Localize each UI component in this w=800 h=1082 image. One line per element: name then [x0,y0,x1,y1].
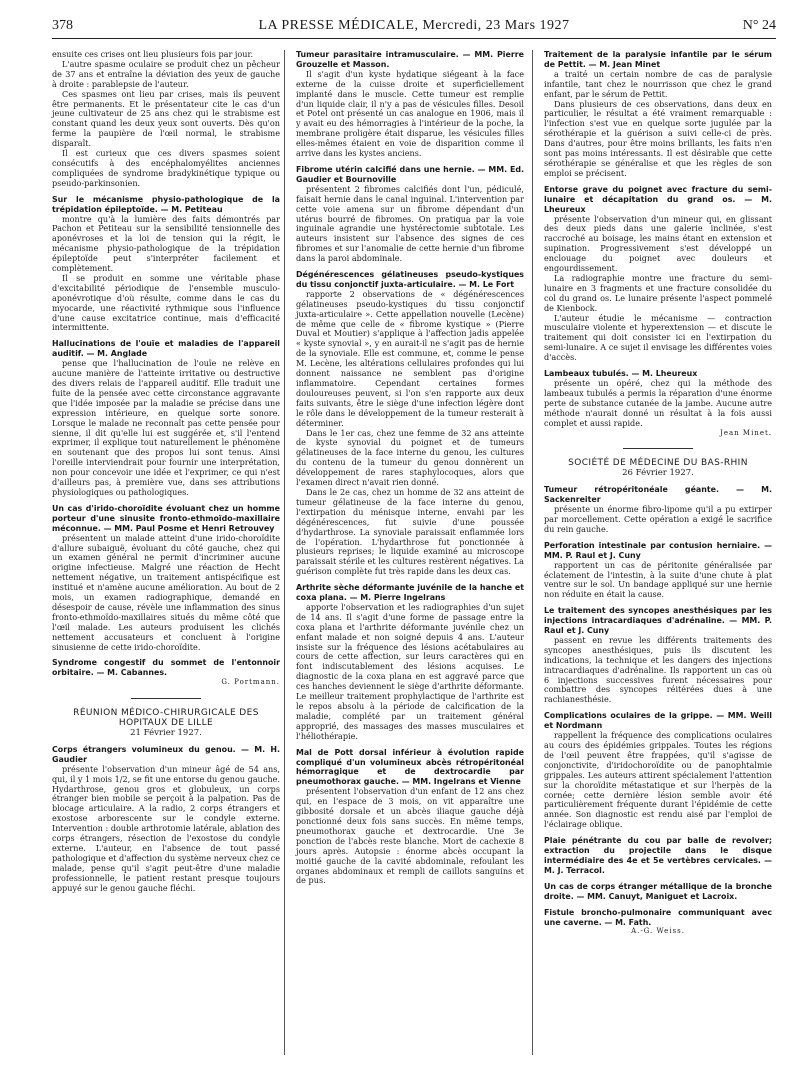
session-date: 26 Février 1927. [622,468,694,479]
article-heading: Le traitement des syncopes anesthésiques par les injections intracardiaques d'adrénaline. — MM. P. Raul et J. Cuny [544,606,772,636]
paragraph: Il s'agit d'un kyste hydatique siégeant à la face externe de la cuisse droite et superficiellement implanté dans le muscle. Cette tumeur est remplie d'un liquide clair, il n'y a pas de vésicules filles. Desoil et Potel ont présenté un cas analogue en 1906, mais il y avait eu des hémorragies à l'intérieur de la poche, la membrane proligère était disparue, les vésicules filles elles-mêmes étaient en voie de disparition comme il arrive dans les kystes anciens. [296,68,524,159]
journal-title: LA PRESSE MÉDICALE, Mercredi, 23 Mars 1927 [258,18,570,33]
article-heading: Traitement de la paralysie infantile par le sérum de Pettit. — M. Jean Minet [544,50,772,69]
paragraph: rapporte 2 observations de « dégénérescences gélatineuses pseudo-kystiques du tissu conjonctif juxta-articulaire ». Cette appellation nouvelle (Lecène) de même que celle de « fibrome kystique » (Pierre Duval et Moutier) s'applique à l'affection jadis appelée « kyste synovial », y en aurait-il ne s'agit pas de hernie de la synoviale. Elle est commune, et, comme le pense M. Lecène, les altérations cellulaires profondes qui lui donnent naissance ne semblent pas d'origine inflammatoire. Cependant certaines formes douloureuses peuvent, si l'on s'en rapporte aux deux faits suivants, être le siège d'une infection légère dont le rôle dans le développement de la tumeur resterait à déterminer. [296,288,524,428]
paragraph: rappellent la fréquence des complications oculaires au cours des épidémies grippales. Toutes les régions de l'œil peuvent être frappées, qu'il s'agisse de conjonctivite, d'iridochoroïdite ou de panophtalmie grippales. Les auteurs attirent spécialement l'attention sur la choroïdite métastatique et sur l'herpès de la cornée; cette dernière lésion semble avoir été particulièrement fréquente durant l'épidémie de cette année. Son diagnostic est rendu aisé par l'emploi de l'éclairage oblique. [544,730,772,830]
article-heading: Tumeur parasitaire intramusculaire. — MM. Pierre Grouzelle et Masson. [296,50,524,69]
paragraph: passent en revue les différents traitements des syncopes anesthésiques, puis ils discutent les indications, la technique et les dangers des injections intracardiaques d'adrénaline. Ils rapportent un cas où 6 injections successives furent nécessaires pour combattre des syncopes réitérées dues à une rachianesthésie. [544,634,772,705]
paragraph: a traité un certain nombre de cas de paralysie infantile, tant chez le nourrisson que chez le grand enfant, par le sérum de Pettit. [544,68,772,99]
paragraph: présentent 2 fibromes calcifiés dont l'un, pédiculé, faisait hernie dans le canal inguinal. L'intervention par cette voie amena sur un fibrome dépendant d'un utérus bourré de fibromes. On pratiqua par la voie inguinale agrandie une hystérectomie subtotale. Les auteurs insistent sur l'absence des signes de ces fibromes et sur l'anomalie de cette hernie d'un fibrome dans la paroi abdominale. [296,183,524,264]
article-heading: Arthrite sèche déformante juvénile de la hanche et coxa plana. — M. Pierre Ingelrans [296,583,524,603]
article-heading: Fistule broncho-pulmonaire communiquant avec une caverne. — M. Fath. [544,907,772,927]
paragraph: présentent un malade atteint d'une irido-choroïdite d'allure subaiguë, évoluant du côté gauche, chez qui un examen général ne permit d'incriminer aucune origine infectieuse. Malgré une réaction de Hecht nettement négative, un traitement antispécifique est institué et n'amène aucune amélioration. Au bout de 2 mois, un examen radiographique, demandé en désespoir de cause, révèle une inflammation des sinus fronto-ethmoïdo-maxillaires situés du même côté que l'œil malade. Les auteurs produisent les clichés nettement accusateurs et concluent à l'origine sinusienne de cette irido-choroïdite. [52,532,280,652]
column-1 [52,50,280,894]
article-heading: Syndrome congestif du sommet de l'entonnoir orbitaire. — M. Cabannes. [52,658,280,678]
column-divider [532,50,533,1055]
article-heading: Perforation intestinale par contusion herniaire. — MM. P. Raul et J. Cuny [544,540,772,560]
article-heading: Tumeur rétropéritonéale géante. — M. Sackenreiter [544,485,772,505]
article-heading: Dégénérescences gélatineuses pseudo-kystiques du tissu conjonctif juxta-articulaire. — M. Le Fort [296,270,524,289]
article-heading: Lambeaux tubulés. — M. Lheureux [544,369,698,379]
paragraph: pense que l'hallucination de l'ouïe ne relève en aucune manière de l'atteinte irritative ou destructive des divers relais de l'appareil auditif. Elle traduit une fuite de la pensée avec cette circonstance aggravante que l'idée imposée par la maladie se précise dans une expression intérieure, en quelque sorte sonore. Lorsque le malade ne reconnaît pas cette pensée pour sienne, il dit qu'elle lui est suggérée et, s'il l'entend exprimer, il explique tout naturellement le phénomène en soutenant que des propos lui sont tenus. Ainsi l'oreille interviendrait pour fournir une interprétation, non pour concevoir une idée et l'exprimer, ce qui n'est d'ailleurs pas, à première vue, dans ses attributions physiologiques ou pathologiques. [52,358,280,497]
paragraph: présente un opéré, chez qui la méthode des lambeaux tubulés a permis la réparation d'une énorme perte de substance cutanée de la jambe. Aucune autre méthode n'aurait donné un résultat à la fois aussi complet et aussi rapide. [544,378,772,428]
article-heading: Un cas de corps étranger métallique de la bronche droite. — MM. Canuyt, Maniguet et Lacroix. [544,881,772,901]
article-heading: Plaie pénétrante du cou par balle de revolver; extraction du projectile dans le disque intermédiaire des 4e et 5e vertèbres cervicales. — M. J. Terracol. [544,836,772,875]
paragraph: L'auteur étudie le mécanisme — contraction musculaire violente et hyperextension — et discute le traitement qui doit consister ici en l'extirpation du semi-lunaire. A ce sujet il envisage les différentes voies d'accès. [544,312,772,363]
paragraph: Dans le 2e cas, chez un homme de 32 ans atteint de tumeur gélatineuse de la face interne du genou, l'extirpation du ménisque interne, envahi par les dégénérescences, fut suivie d'une poussée d'hydarthrose. La synoviale paraissait enflammée lors de l'opération. L'hydarthrose fut ponctionnée à plusieurs reprises; le liquide examiné au microscope paraissait stérile et les cultures restèrent négatives. La guérison complète fut très rapide dans les deux cas. [296,486,524,577]
paragraph: Dans le 1er cas, chez une femme de 32 ans atteinte de kyste synovial du poignet et de tumeurs gélatineuses de la face interne du genou, les cultures du contenu de la tumeur du genou donnèrent un développement de rares staphylocoques, alors que l'examen direct n'avait rien donné. [296,427,524,488]
paragraph: présente l'observation d'un mineur âgé de 54 ans, qui, il y 1 mois 1/2, se fit une entorse du genou gauche. Hydarthrose, genou gros et globuleux, un corps étranger bien mobile se perçoit à la palpation. Pas de blocage articulaire. A la radio, 2 corps étrangers et exostose arborescente sur le condyle externe. Intervention : double arthrotomie latérale, ablation des corps étrangers, résection de l'exostose du condyle externe. L'auteur, en l'absence de tout passé pathologique et d'affection du système nerveux chez ce malade, pense qu'il s'agit peut-être d'une maladie professionnelle, le patient restant presque toujours appuyé sur le genou gauche fléchi. [52,763,280,893]
article-heading: Mal de Pott dorsal inférieur à évolution rapide compliqué d'un volumineux abcès rétropéritonéal hémorragique et de dextrocardie par pneumothorax gauche. — MM. Ingelrans et Vienne [296,747,524,787]
paragraph: présentent l'observation d'un enfant de 12 ans chez qui, en l'espace de 3 mois, on vit apparaître une gibbosité dorsale et un abcès iliaque gauche déjà ponctionné deux fois sans succès. En même temps, pneumothorax gauche et dextrocardie. Une 3e ponction de l'abcès reste blanche. Mort de cachexie 8 jours après. Autopsie : énorme abcès occupant la moitié gauche de la cavité abdominale, refoulant les organes abdominaux et rempli de caillots sanguins et de pus. [296,786,524,886]
column-divider [284,50,285,1055]
page-number: 378 [52,18,73,33]
article-heading: Sur le mécanisme physio-pathologique de la trépidation épileptoïde. — M. Petiteau [52,194,280,214]
paragraph: présente l'observation d'un mineur qui, en glissant des deux pieds dans une galerie inclinée, s'est raccroché au boisage, les mains étant en extension et supination. Progressivement s'est développé un enclouage du poignet avec douleurs et engourdissement. [544,213,772,274]
paragraph: Il est curieux que ces divers spasmes soient consécutifs à des encéphalomyélites anciennes compliquées de syndrome bradykinétique typique ou pseudo-parkinsonien. [52,148,280,188]
paragraph: Ces spasmes ont lieu par crises, mais ils peuvent être permanents. Et le présentateur cite le cas d'un jeune cultivateur de 25 ans chez qui le strabisme est constant quand les deux yeux sont ouverts. Dès qu'on ferme la paupière de l'œil normal, le strabisme disparaît. [52,88,280,149]
article-heading: Complications oculaires de la grippe. — MM. Weill et Nordmann [544,711,772,731]
paragraph: Dans plusieurs de ces observations, dans deux en particulier, le résultat a été vraiment remarquable : l'infection s'est vue en quelque sorte jugulée par la sérothérapie et la guérison a suivi celle-ci de près. Dans d'autres, pour être moins brillants, les faits n'en sont pas moins intéressants. Il est désirable que cette sérothérapie se généralise et que les règles de son emploi se précisent. [544,98,772,178]
paragraph: montre qu'à la lumière des faits démontrés par Pachon et Petiteau sur la sensibilité tensionnelle des aponévroses et la loi de tension qui la régit, le mécanisme physio-pathologique de la trépidation épileptoïde peut s'interpréter facilement et complètement. [52,213,280,274]
paragraph: présente un énorme fibro-lipome qu'il a pu extirper par morcellement. Cette opération a exigé le sacrifice du rein gauche. [544,504,772,534]
paragraph: Il se produit en somme une véritable phase d'excitabilité périodique de l'ensemble musculo-aponévrotique d'où résulte, comme dans le cas du myocarde, une réactivité rythmique sous l'influence d'une cause excitatrice continue, mais d'efficacité intermittente. [52,272,280,333]
section-rule [131,698,201,699]
column-2 [296,50,524,886]
paragraph: apporte l'observation et les radiographies d'un sujet de 14 ans. Il s'agit d'une forme de passage entre la coxa plana et l'arthrite déformante juvénile chez un enfant malade et non soigné depuis 4 ans. L'auteur insiste sur la fréquence des lésions acétabulaires au cours de cette affection, sur leurs caractères qui en font indiscutablement des lésions acquises. Le diagnostic de la coxa plana en est aggravé parce que ces hanches deviennent le siège d'arthrite déformante. Le meilleur traitement prophylactique de l'arthrite est le repos absolu à la période de calcification de la maladie, complété par un traitement général approprié, des massages des masses musculaires et l'héliothérapie. [296,601,524,741]
article-heading: Hallucinations de l'ouïe et maladies de l'appareil auditif. — M. Anglade [52,339,280,359]
session-date: 21 Février 1927. [130,728,202,738]
issue-number: N° 24 [742,18,776,33]
column-3 [544,50,772,937]
section-rule [623,448,693,449]
paragraph: La radiographie montre une fracture du semi-lunaire en 3 fragments et une fracture consolidée du col du grand os. Le lunaire présente l'aspect pommelé de Kienbock. [544,272,772,313]
article-heading: Un cas d'irido-choroïdite évoluant chez un homme porteur d'une sinusite fronto-ethmoïdo-maxillaire méconnue. — MM. Paul Posme et Henri Retrouvey [52,503,280,533]
article-heading: Corps étrangers volumineux du genou. — M. H. Gaudier [52,744,280,764]
paragraph: ensuite ces crises ont lieu plusieurs fois par jour. [52,49,254,59]
signature: G. Portmann. [221,678,280,687]
paragraph: L'autre spasme oculaire se produit chez un pêcheur de 37 ans et entraîne la déviation des yeux de gauche à droite : parablepsie de l'auteur. [52,58,280,89]
paragraph: rapportent un cas de péritonite généralisée par éclatement de l'intestin, à la suite d'une chute à plat ventre sur le sol. Un bandage appliqué sur une hernie non réduite en était la cause. [544,559,772,600]
society-title: RÉUNION MÉDICO-CHIRURGICALE DES HOPITAUX DE LILLE [73,708,259,729]
article-heading: Fibrome utérin calcifié dans une hernie. — MM. Ed. Gaudier et Bournoville [296,164,524,184]
article-heading: Entorse grave du poignet avec fracture du semi-lunaire et décapitation du grand os. — M. Lheureux [544,184,772,214]
signature: A.-G. Weiss. [631,927,685,936]
page-header [52,18,776,39]
signature: Jean Minet. [720,428,772,437]
society-title: SOCIÉTÉ DE MÉDECINE DU BAS-RHIN [568,458,748,469]
